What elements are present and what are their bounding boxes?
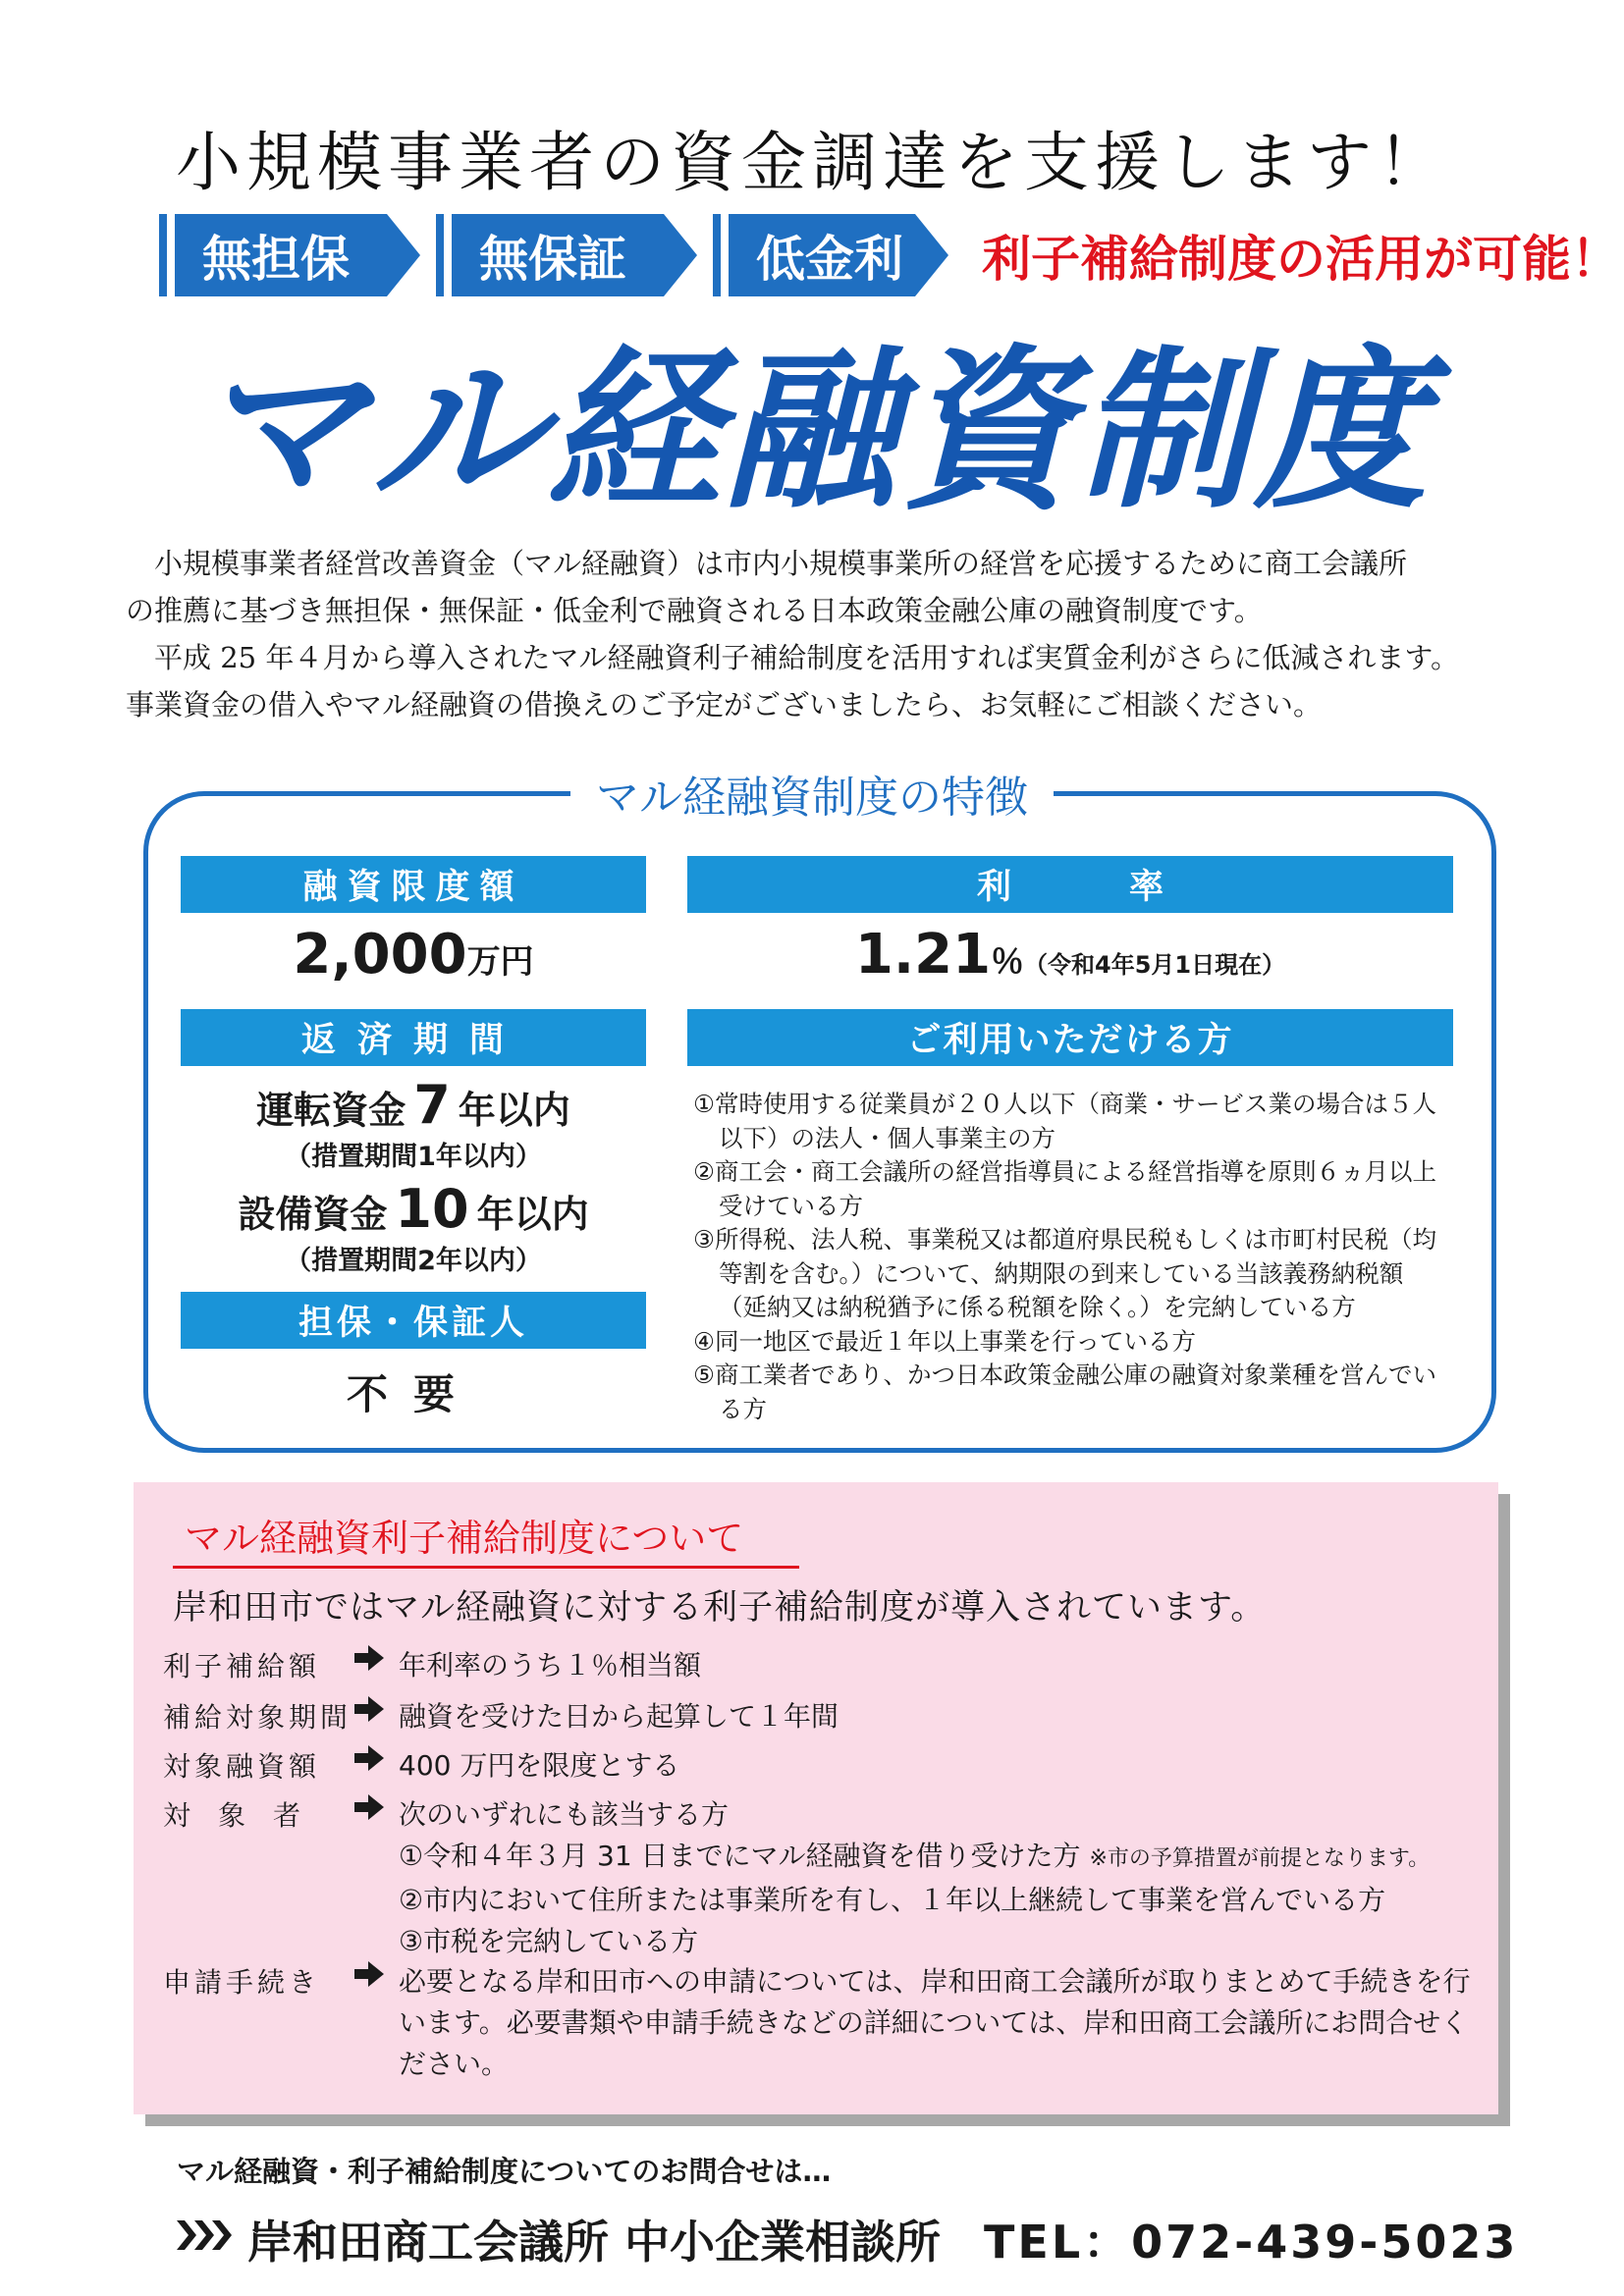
row-label: 対 象 者 bbox=[163, 1799, 301, 1832]
row-sub-note: ※市の予算措置が前提となります。 bbox=[1089, 1846, 1431, 1871]
rate-value bbox=[687, 923, 1453, 987]
right-arrow-icon bbox=[340, 1961, 399, 2085]
repayment-header: 返済期間 bbox=[181, 1009, 646, 1066]
row-sub-item: ③市税を完納している方 bbox=[399, 1925, 699, 1957]
intro-line: 平成 25 年４月から導入されたマル経融資利子補給制度を活用すれば実質金利がさらに低減されます。 bbox=[154, 641, 1460, 674]
rate-unit: ％ bbox=[991, 942, 1025, 982]
row-value-main: 次のいずれにも該当する方 bbox=[399, 1798, 730, 1831]
intro-text bbox=[126, 540, 1520, 728]
repayment-label: 運転資金 bbox=[256, 1089, 406, 1132]
headline: 小規模事業者の資金調達を支援します！ bbox=[176, 125, 1448, 200]
row-sub-item: ②市内において住所または事業所を有し、１年以上継続して事業を営んでいる方 bbox=[399, 1884, 1386, 1916]
contact-tel: TEL：072-439-5023 bbox=[984, 2216, 1519, 2269]
row-label: 利子補給額 bbox=[163, 1650, 321, 1682]
interest-row bbox=[163, 1794, 1489, 1962]
rate-as-of: （令和4年5月1日現在） bbox=[1024, 951, 1286, 979]
row-sub-text: ①令和４年３月 31 日までにマル経融資を借り受けた方 bbox=[399, 1840, 1081, 1872]
row-label: 申請手続き bbox=[163, 1966, 321, 1999]
interest-row bbox=[163, 1961, 1489, 2085]
repayment-suffix: 年以内 bbox=[476, 1193, 589, 1236]
users-list bbox=[693, 1088, 1449, 1426]
interest-row bbox=[163, 1645, 1489, 1686]
row-label: 補給対象期間 bbox=[163, 1701, 352, 1734]
guarantee-value: 不要 bbox=[346, 1370, 480, 1418]
right-arrow-icon bbox=[340, 1745, 399, 1787]
list-item: ①常時使用する従業員が２０人以下（商業・サービス業の場合は５人以下）の法人・個人事業主の方 bbox=[693, 1090, 1436, 1152]
list-item: ②商工会・商工会議所の経営指導員による経営指導を原則６ヵ月以上受けている方 bbox=[693, 1157, 1436, 1220]
limit-unit: 万円 bbox=[466, 942, 534, 982]
repayment-equipment-note: （措置期間2年以内） bbox=[285, 1246, 542, 1276]
list-item: ③所得税、法人税、事業税又は都道府県民税もしくは市町村民税（均等割を含む。）について、納期限の到来している当該義務納税額（延納又は納税猶予に係る税額を除く。）を完納している方 bbox=[693, 1225, 1436, 1321]
rate-header: 利率 bbox=[687, 856, 1453, 913]
repayment-equipment bbox=[181, 1178, 646, 1240]
tag-no-collateral bbox=[175, 214, 387, 296]
row-sub-item bbox=[399, 1836, 1489, 1880]
row-value: 融資を受けた日から起算して１年間 bbox=[399, 1700, 839, 1733]
contact-name: 岸和田商工会議所 中小企業相談所 bbox=[247, 2216, 942, 2269]
tag-label: 無担保 bbox=[202, 231, 350, 288]
limit-amount: 2,000 bbox=[293, 923, 467, 987]
interest-title: マル経融資利子補給制度について bbox=[173, 1508, 799, 1569]
repayment-working bbox=[181, 1074, 646, 1136]
interest-row bbox=[163, 1696, 1489, 1737]
right-arrow-icon bbox=[340, 1696, 399, 1737]
row-value: 400 万円を限度とする bbox=[399, 1749, 680, 1782]
contact-info bbox=[177, 2207, 1518, 2271]
tag-label: 無保証 bbox=[479, 231, 626, 288]
repayment-label: 設備資金 bbox=[238, 1193, 388, 1236]
row-value bbox=[399, 1794, 1489, 1962]
interest-row bbox=[163, 1745, 1489, 1787]
right-arrow-icon bbox=[340, 1794, 399, 1962]
rate-number: 1.21 bbox=[854, 923, 992, 987]
features-title-text: マル経融資制度の特徴 bbox=[570, 773, 1054, 823]
list-item: ⑤商工業者であり、かつ日本政策金融公庫の融資対象業種を営んでいる方 bbox=[693, 1361, 1436, 1423]
list-item: ④同一地区で最近１年以上事業を行っている方 bbox=[693, 1326, 1196, 1356]
users-header: ご利用いただける方 bbox=[687, 1009, 1453, 1066]
row-value: 年利率のうち１％相当額 bbox=[399, 1649, 702, 1682]
contact-lead: マル経融資・利子補給制度についてのお問合せは… bbox=[177, 2155, 832, 2188]
row-label: 対象融資額 bbox=[163, 1750, 321, 1783]
interest-lead: 岸和田市ではマル経融資に対する利子補給制度が導入されています。 bbox=[173, 1588, 1267, 1628]
tag-note: 利子補給制度の活用が可能！ bbox=[982, 231, 1620, 288]
right-arrow-icon bbox=[340, 1645, 399, 1686]
repayment-years: 10 bbox=[395, 1178, 469, 1240]
tag-no-guarantor bbox=[452, 214, 664, 296]
row-value: 必要となる岸和田市への申請については、岸和田商工会議所が取りまとめて手続きを行います。必要書類や申請手続きなどの詳細については、岸和田商工会議所にお問合せください。 bbox=[399, 1965, 1471, 2080]
intro-line: 小規模事業者経営改善資金（マル経融資）は市内小規模事業所の経営を応援するために商工会議所 bbox=[154, 547, 1408, 580]
features-title bbox=[0, 762, 1624, 825]
guarantee-header: 担保・保証人 bbox=[181, 1292, 646, 1349]
intro-line: の推薦に基づき無担保・無保証・低金利で融資される日本政策金融公庫の融資制度です。 bbox=[126, 594, 1263, 627]
tag-label: 低金利 bbox=[756, 231, 903, 288]
repayment-years: 7 bbox=[413, 1074, 451, 1136]
repayment-working-note: （措置期間1年以内） bbox=[285, 1142, 542, 1172]
main-title: マル経融資制度 bbox=[192, 331, 1431, 532]
limit-header: 融資限度額 bbox=[181, 856, 646, 913]
intro-line: 事業資金の借入やマル経融資の借換えのご予定がございましたら、お気軽にご相談ください。 bbox=[126, 688, 1323, 721]
limit-value bbox=[181, 923, 646, 987]
triple-chevron-icon bbox=[177, 2220, 232, 2258]
repayment-suffix: 年以内 bbox=[458, 1089, 570, 1132]
tag-low-interest bbox=[729, 214, 915, 296]
